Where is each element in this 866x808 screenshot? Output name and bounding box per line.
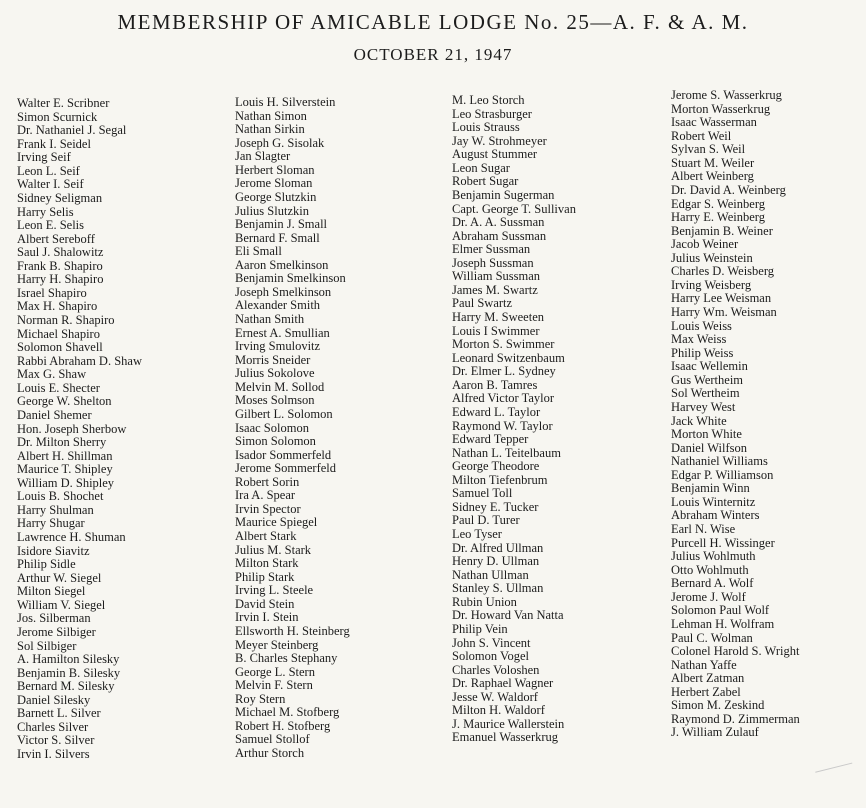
member-name: Julius Sokolove: [235, 366, 315, 381]
member-name: Louis Strauss: [452, 120, 520, 135]
member-name: Leon E. Selis: [17, 218, 85, 233]
member-name: Nathan Simon: [235, 108, 307, 123]
member-name: Leonard Switzenbaum: [452, 350, 565, 365]
member-name: Jack White: [671, 413, 727, 428]
member-name: Max G. Shaw: [17, 367, 87, 382]
member-name: Joseph Smelkinson: [235, 284, 332, 299]
member-name: A. Hamilton Silesky: [17, 652, 120, 667]
member-name: Charles Voloshen: [452, 662, 540, 677]
member-name: Colonel Harold S. Wright: [671, 644, 800, 659]
member-name: Irving L. Steele: [235, 583, 314, 598]
member-name: Irving Seif: [17, 150, 71, 165]
member-name: J. Maurice Wallerstein: [452, 716, 565, 731]
member-name: Isaac Wasserman: [671, 115, 757, 130]
member-name: Stuart M. Weiler: [671, 155, 755, 170]
member-name: Michael Shapiro: [17, 326, 100, 341]
member-name: Sylvan S. Weil: [671, 142, 746, 157]
member-name: Leon Sugar: [452, 160, 510, 175]
member-name: Joseph G. Sisolak: [235, 135, 325, 150]
member-name: Sol Wertheim: [671, 386, 740, 401]
member-name: Frank B. Shapiro: [17, 258, 103, 273]
member-name: David Stein: [235, 596, 295, 611]
member-name: Michael M. Stofberg: [235, 705, 340, 720]
member-name: Hon. Joseph Sherbow: [17, 421, 127, 436]
member-name: Stanley S. Ullman: [452, 581, 544, 596]
member-name: Capt. George T. Sullivan: [452, 201, 576, 216]
member-name: Jerome Sommerfeld: [235, 461, 337, 476]
member-name: Herbert Zabel: [671, 684, 741, 699]
member-name: Benjamin Winn: [671, 481, 750, 496]
member-name: Robert Weil: [671, 128, 732, 143]
member-name: Morton Wasserkrug: [671, 101, 771, 116]
member-name: Benjamin B. Silesky: [17, 665, 121, 680]
member-name: Julius Wohlmuth: [671, 549, 756, 564]
member-name: Robert Sugar: [452, 174, 519, 189]
member-name: Louis Winternitz: [671, 494, 756, 509]
document-date: OCTOBER 21, 1947: [353, 45, 513, 64]
member-name: Norman R. Shapiro: [17, 313, 115, 327]
member-name: Jos. Silberman: [17, 611, 91, 626]
member-name: Paul Swartz: [452, 296, 513, 311]
member-name: Leo Strasburger: [452, 106, 532, 121]
member-name: Nathaniel Williams: [671, 454, 768, 469]
member-name: Nathan Ullman: [452, 567, 529, 582]
member-name: Edward L. Taylor: [452, 404, 541, 419]
member-name: Barnett L. Silver: [17, 706, 101, 721]
member-name: Dr. A. A. Sussman: [452, 215, 545, 230]
member-name: Daniel Silesky: [17, 692, 91, 707]
member-name: Isaac Solomon: [235, 420, 309, 435]
member-name: Nathan Yaffe: [671, 657, 737, 672]
member-name: Solomon Paul Wolf: [671, 603, 770, 618]
member-name: Milton Siegel: [17, 584, 86, 599]
member-name: Harry H. Shapiro: [17, 272, 104, 287]
member-name: Lehman H. Wolfram: [671, 616, 775, 631]
member-name: Arthur Storch: [235, 746, 305, 760]
member-name: Jan Slagter: [235, 149, 291, 164]
member-column-4: [671, 89, 800, 740]
member-name: Robert Sorin: [235, 474, 300, 489]
member-name: Eli Small: [235, 244, 282, 259]
member-name: Nathan Sirkin: [235, 122, 305, 137]
member-name: Milton Tiefenbrum: [452, 472, 548, 487]
member-name: Milton H. Waldorf: [452, 703, 545, 718]
document-title: MEMBERSHIP OF AMICABLE LODGE No. 25—A. F. & A. M.: [117, 10, 749, 34]
member-name: Irving Smulovitz: [235, 339, 321, 354]
member-name: Louis B. Shochet: [17, 489, 104, 504]
member-name: Irvin I. Stein: [235, 610, 299, 625]
member-name: Benjamin Sugerman: [452, 187, 555, 202]
member-name: Alexander Smith: [235, 298, 321, 313]
member-name: Frank I. Seidel: [17, 136, 91, 151]
member-name: Edgar P. Williamson: [671, 467, 774, 482]
member-name: Samuel Stollof: [235, 732, 310, 747]
member-column-1: [17, 97, 142, 762]
member-name: Milton Stark: [235, 556, 299, 571]
member-name: George Slutzkin: [235, 189, 317, 204]
member-name: Nathan L. Teitelbaum: [452, 445, 561, 460]
member-name: Simon M. Zeskind: [671, 698, 765, 713]
member-name: Louis H. Silverstein: [235, 95, 336, 109]
member-name: Philip Sidle: [17, 557, 76, 572]
member-name: Sol Silbiger: [17, 638, 77, 653]
member-name: Meyer Steinberg: [235, 637, 319, 652]
member-name: Otto Wohlmuth: [671, 562, 749, 577]
member-name: August Stummer: [452, 147, 538, 162]
member-name: Walter E. Scribner: [17, 96, 110, 110]
member-name: Paul D. Turer: [452, 513, 520, 528]
member-name: Dr. Howard Van Natta: [452, 608, 564, 623]
member-name: Benjamin B. Weiner: [671, 223, 773, 238]
member-name: Max Weiss: [671, 332, 727, 347]
member-name: John S. Vincent: [452, 635, 531, 650]
member-name: Melvin F. Stern: [235, 678, 313, 693]
member-name: Victor S. Silver: [17, 733, 95, 748]
member-name: Albert Weinberg: [671, 169, 754, 184]
member-name: Morton White: [671, 427, 742, 442]
member-name: Harry E. Weinberg: [671, 210, 765, 225]
member-name: Dr. Elmer L. Sydney: [452, 364, 556, 379]
member-name: Dr. David A. Weinberg: [671, 182, 786, 197]
member-name: Albert Stark: [235, 529, 297, 543]
member-name: Benjamin Smelkinson: [235, 271, 346, 286]
member-column-2: [235, 96, 350, 761]
member-name: Earl N. Wise: [671, 522, 736, 536]
member-name: Irvin I. Silvers: [17, 747, 90, 761]
member-name: Albert H. Shillman: [17, 448, 113, 463]
member-name: Ellsworth H. Steinberg: [235, 623, 350, 638]
member-name: Jerome J. Wolf: [671, 589, 746, 604]
member-column-3: [452, 94, 576, 745]
member-name: George Theodore: [452, 459, 540, 474]
member-name: Jerome Silbiger: [17, 624, 96, 639]
member-name: Harry Selis: [17, 204, 74, 219]
member-name: Julius Slutzkin: [235, 203, 309, 218]
member-name: M. Leo Storch: [452, 93, 525, 107]
member-name: Leon L. Seif: [17, 163, 80, 178]
member-name: Bernard M. Silesky: [17, 679, 115, 694]
member-name: Herbert Sloman: [235, 162, 315, 177]
member-name: Dr. Alfred Ullman: [452, 540, 544, 555]
member-name: Julius M. Stark: [235, 542, 312, 557]
member-name: Alfred Victor Taylor: [452, 391, 555, 406]
member-name: Philip Vein: [452, 621, 508, 636]
member-name: Morton S. Swimmer: [452, 337, 555, 352]
member-name: Simon Solomon: [235, 434, 316, 449]
member-name: Harry Wm. Weisman: [671, 305, 777, 319]
member-name: Purcell H. Wissinger: [671, 535, 775, 550]
member-name: Harry Shugar: [17, 516, 85, 531]
member-name: Maurice T. Shipley: [17, 462, 113, 477]
member-name: Nathan Smith: [235, 312, 305, 326]
member-name: Isaac Wellemin: [671, 359, 748, 374]
member-name: Jay W. Strohmeyer: [452, 133, 547, 148]
member-name: Philip Weiss: [671, 345, 734, 360]
member-name: Edward Tepper: [452, 432, 529, 447]
member-name: Ira A. Spear: [235, 488, 296, 503]
member-name: Harvey West: [671, 399, 736, 414]
member-name: Isidore Siavitz: [17, 543, 90, 558]
member-name: Maurice Spiegel: [235, 515, 318, 530]
member-name: Irving Weisberg: [671, 277, 752, 292]
member-name: Leo Tyser: [452, 527, 502, 541]
member-name: Harry Shulman: [17, 502, 94, 517]
member-name: Jacob Weiner: [671, 237, 739, 252]
member-name: Daniel Shemer: [17, 407, 92, 422]
member-name: Albert Zatman: [671, 671, 745, 686]
member-name: Abraham Sussman: [452, 228, 547, 243]
member-name: Melvin M. Sollod: [235, 379, 325, 394]
member-name: Daniel Wilfson: [671, 440, 747, 455]
member-name: Arthur W. Siegel: [17, 570, 102, 585]
member-name: Aaron B. Tamres: [452, 377, 538, 392]
member-name: Solomon Shavell: [17, 340, 103, 355]
member-name: Dr. Milton Sherry: [17, 435, 107, 450]
member-name: Julius Weinstein: [671, 250, 753, 265]
member-name: Lawrence H. Shuman: [17, 530, 126, 544]
member-name: Israel Shapiro: [17, 285, 87, 300]
member-name: Irvin Spector: [235, 501, 301, 516]
member-name: Solomon Vogel: [452, 649, 529, 664]
member-name: Raymond W. Taylor: [452, 418, 553, 433]
member-name: Gilbert L. Solomon: [235, 406, 333, 421]
member-name: Philip Stark: [235, 569, 295, 584]
member-name: Albert Sereboff: [17, 231, 95, 246]
member-name: Bernard A. Wolf: [671, 576, 754, 591]
member-name: Roy Stern: [235, 691, 286, 706]
member-name: J. William Zulauf: [671, 725, 759, 740]
member-name: Ernest A. Smullian: [235, 325, 330, 340]
member-name: Robert H. Stofberg: [235, 718, 331, 733]
member-name: Dr. Nathaniel J. Segal: [17, 123, 127, 138]
member-name: Simon Scurnick: [17, 109, 98, 124]
member-name: William D. Shipley: [17, 475, 115, 490]
member-name: Charles D. Weisberg: [671, 264, 775, 279]
member-name: Charles Silver: [17, 719, 89, 734]
member-name: Emanuel Wasserkrug: [452, 730, 559, 745]
member-name: Joseph Sussman: [452, 255, 534, 270]
member-name: Morris Sneider: [235, 352, 311, 367]
member-name: Henry D. Ullman: [452, 554, 540, 569]
member-name: Sidney Seligman: [17, 190, 103, 205]
member-name: George W. Shelton: [17, 394, 112, 409]
member-name: Max H. Shapiro: [17, 299, 98, 314]
member-name: Harry M. Sweeten: [452, 310, 544, 324]
member-name: Bernard F. Small: [235, 230, 320, 245]
member-name: Saul J. Shalowitz: [17, 245, 104, 260]
member-name: Abraham Winters: [671, 508, 760, 523]
member-name: Gus Wertheim: [671, 372, 744, 387]
member-name: Elmer Sussman: [452, 242, 531, 257]
member-name: Sidney E. Tucker: [452, 499, 539, 514]
member-name: Dr. Raphael Wagner: [452, 676, 554, 691]
member-name: William Sussman: [452, 269, 541, 284]
member-name: Walter I. Seif: [17, 177, 84, 192]
member-name: Raymond D. Zimmerman: [671, 711, 800, 726]
member-name: Moses Solmson: [235, 393, 315, 408]
member-name: Paul C. Wolman: [671, 630, 753, 645]
member-name: B. Charles Stephany: [235, 651, 338, 666]
member-name: Edgar S. Weinberg: [671, 196, 766, 211]
pencil-mark: [815, 763, 855, 783]
member-name: William V. Siegel: [17, 597, 106, 612]
member-name: Aaron Smelkinson: [235, 257, 329, 272]
member-name: Louis Weiss: [671, 318, 732, 333]
member-name: Jerome S. Wasserkrug: [671, 88, 782, 102]
member-name: Benjamin J. Small: [235, 217, 328, 232]
member-name: Jesse W. Waldorf: [452, 689, 538, 704]
member-name: James M. Swartz: [452, 282, 538, 297]
member-name: Rubin Union: [452, 594, 517, 609]
member-name: Isador Sommerfeld: [235, 447, 332, 462]
member-name: Louis I Swimmer: [452, 323, 540, 338]
member-name: Louis E. Shecter: [17, 380, 100, 395]
member-name: Samuel Toll: [452, 486, 513, 501]
member-name: George L. Stern: [235, 664, 315, 679]
member-name: Harry Lee Weisman: [671, 291, 772, 306]
member-name: Rabbi Abraham D. Shaw: [17, 353, 142, 368]
member-name: Jerome Sloman: [235, 176, 313, 191]
